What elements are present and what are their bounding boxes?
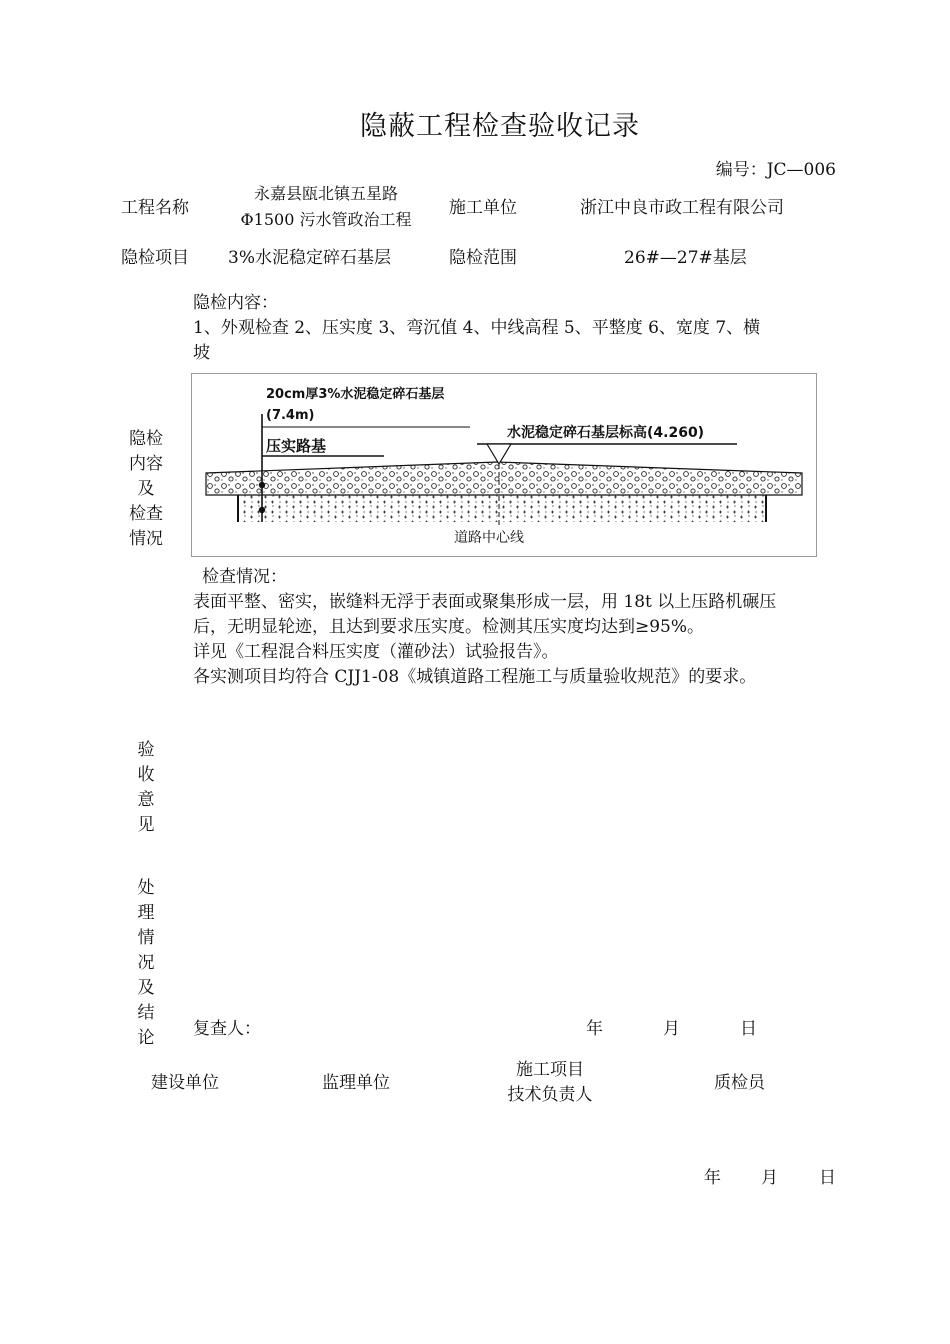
side-label-char: 理 bbox=[137, 903, 155, 923]
base-layer bbox=[206, 462, 802, 495]
findings-heading: 检查情况： bbox=[202, 567, 287, 587]
findings-line3: 详见《工程混合料压实度（灌砂法）试验报告》。 bbox=[193, 642, 559, 662]
dimension-dot bbox=[259, 482, 265, 488]
side-label-char: 验 bbox=[137, 740, 155, 760]
doc-number: 编号：JC—006 bbox=[715, 160, 836, 180]
content-items-line2: 坡 bbox=[193, 343, 210, 363]
inspection-item-label: 隐检项目 bbox=[121, 248, 189, 268]
findings-line2: 后，无明显轮迹，且达到要求压实度。检测其压实度均达到≥95%。 bbox=[193, 617, 705, 637]
handling-side-label bbox=[126, 876, 166, 1051]
dimension-dot bbox=[259, 507, 265, 513]
elevation-marker-icon bbox=[487, 444, 511, 464]
side-label-char: 意 bbox=[137, 790, 155, 810]
road-cross-section-diagram bbox=[191, 373, 817, 557]
side-label-char: 及 bbox=[137, 978, 155, 998]
side-label-char: 论 bbox=[137, 1028, 155, 1048]
findings-line1: 表面平整、密实，嵌缝料无浮于表面或聚集形成一层，用 18t 以上压路机碾压 bbox=[193, 592, 777, 612]
side-label-char: 内容 bbox=[129, 454, 163, 474]
content-side-label bbox=[126, 427, 166, 552]
project-name-label: 工程名称 bbox=[121, 198, 189, 218]
inspection-range-label: 隐检范围 bbox=[449, 248, 517, 268]
review-day: 日 bbox=[740, 1019, 757, 1039]
contractor-value: 浙江中良市政工程有限公司 bbox=[580, 198, 784, 218]
side-label-char: 结 bbox=[137, 1003, 155, 1023]
inspection-range-value: 26#—27#基层 bbox=[624, 248, 747, 268]
elevation-label: 水泥稳定碎石基层标高(4.260) bbox=[507, 425, 705, 441]
review-month: 月 bbox=[663, 1019, 680, 1039]
centerline-label: 道路中心线 bbox=[454, 530, 524, 546]
side-label-char: 处 bbox=[137, 878, 155, 898]
project-name-value-line1: 永嘉县瓯北镇五星路 bbox=[253, 184, 398, 203]
content-heading: 隐检内容： bbox=[193, 293, 278, 313]
reviewer-label: 复查人： bbox=[193, 1019, 261, 1039]
side-label-char: 情 bbox=[137, 928, 155, 948]
signature-supervisor: 监理单位 bbox=[322, 1073, 390, 1093]
contractor-label: 施工单位 bbox=[449, 198, 517, 218]
side-label-char: 及 bbox=[137, 479, 155, 499]
inspection-item-value: 3%水泥稳定碎石基层 bbox=[228, 248, 391, 268]
review-year: 年 bbox=[586, 1019, 603, 1039]
side-label-char: 隐检 bbox=[129, 429, 163, 449]
side-label-char: 见 bbox=[137, 815, 155, 835]
footer-year: 年 bbox=[704, 1168, 721, 1188]
signature-tech-lead-line2: 技术负责人 bbox=[507, 1085, 593, 1105]
findings-line4: 各实测项目均符合 CJJ1-08《城镇道路工程施工与质量验收规范》的要求。 bbox=[193, 667, 757, 687]
signature-owner: 建设单位 bbox=[151, 1073, 219, 1093]
acceptance-side-label bbox=[126, 738, 166, 838]
side-label-char: 检查 bbox=[129, 504, 163, 524]
signature-tech-lead-line1: 施工项目 bbox=[516, 1060, 584, 1080]
footer-day: 日 bbox=[819, 1168, 836, 1188]
side-label-char: 情况 bbox=[129, 529, 163, 549]
footer-month: 月 bbox=[761, 1168, 778, 1188]
side-label-char: 况 bbox=[137, 953, 155, 973]
subgrade-label: 压实路基 bbox=[266, 437, 327, 455]
content-items-line1: 1、外观检查 2、压实度 3、弯沉值 4、中线高程 5、平整度 6、宽度 7、横 bbox=[193, 318, 761, 338]
subgrade-layer bbox=[238, 495, 766, 522]
layer-label-2: (7.4m) bbox=[266, 408, 315, 423]
side-label-char: 收 bbox=[137, 765, 155, 785]
page-title: 隐蔽工程检查验收记录 bbox=[360, 111, 640, 142]
layer-label-1: 20cm厚3%水泥稳定碎石基层 bbox=[266, 387, 445, 402]
signature-qc: 质检员 bbox=[714, 1073, 765, 1093]
project-name-value-line2: Φ1500 污水管政治工程 bbox=[240, 210, 412, 229]
